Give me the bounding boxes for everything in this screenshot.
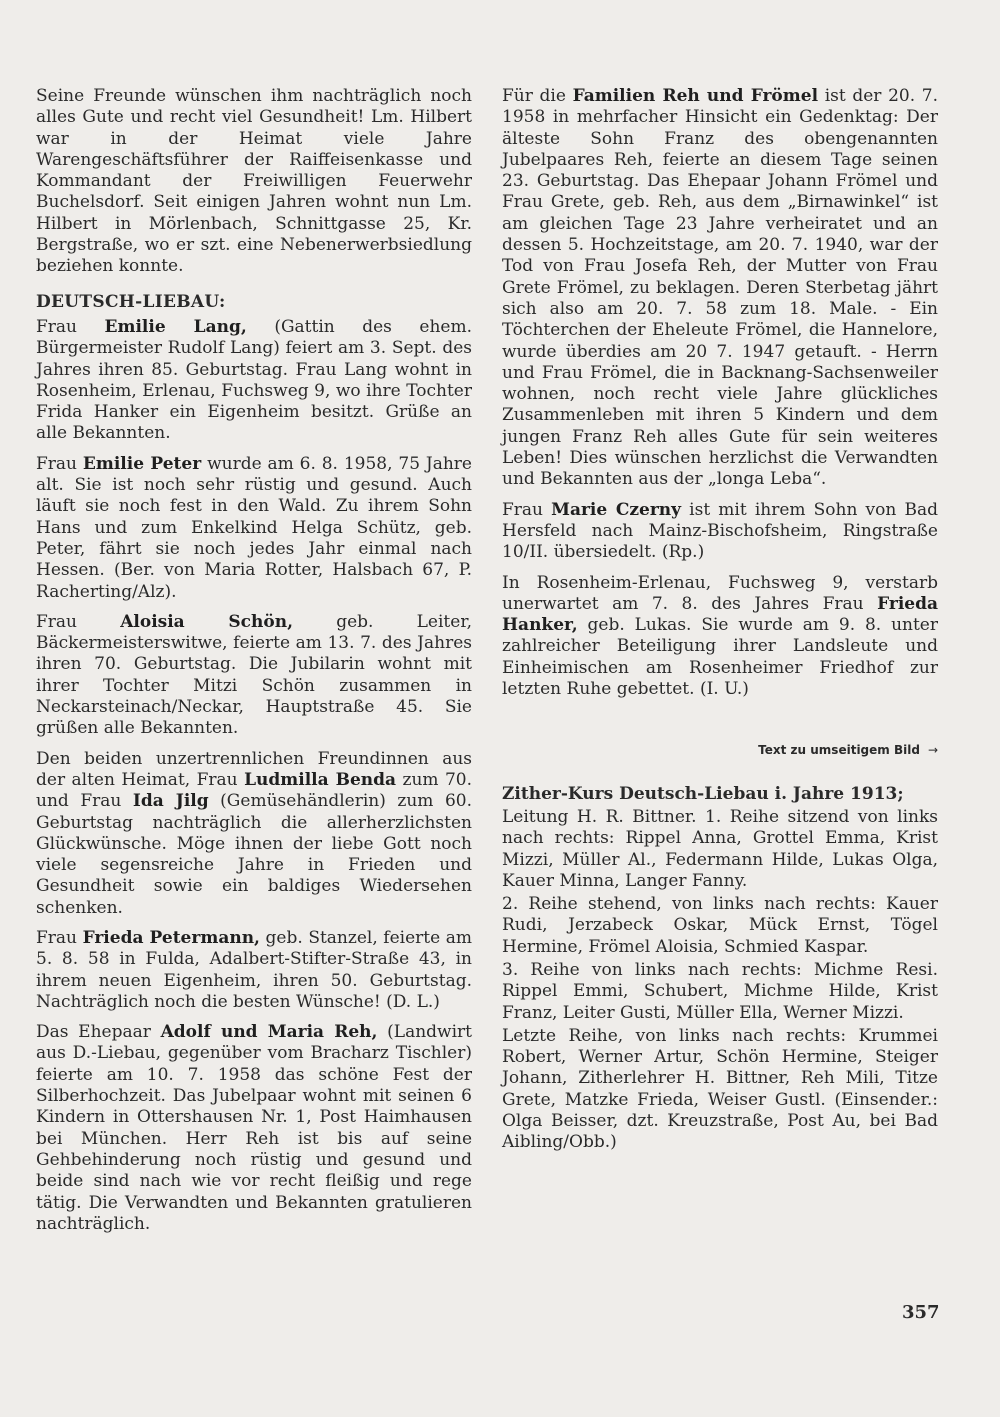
- person-name: Marie Czerny: [551, 499, 682, 520]
- right-column: [502, 86, 938, 1156]
- paragraph-emilie-peter: Frau Emilie Peter wurde am 6. 8. 1958, 75 Jahre alt. Sie ist noch sehr rüstig und gesund. Auch läuft sie noch fest in den Wald. Zu ihrem Sohn Hans und zum Enkelkind Helga Schütz, geb. Peter, fährt sie noch jedes Jahr einmal nach Hessen. (Ber. von Maria Rotter, Halsbach 67, P. Racherting/Alz).: [36, 453, 472, 602]
- paragraph-frieda-petermann: Frau Frieda Petermann, geb. Stanzel, feierte am 5. 8. 58 in Fulda, Adalbert-Stifter-Straße 43, in ihrem neuen Eigenheim, ihren 50. Geburtstag. Nachträglich noch die besten Wünsche! (D. L.): [36, 927, 472, 1012]
- photo-caption-title: Zither-Kurs Deutsch-Liebau i. Jahre 1913;: [502, 783, 904, 804]
- paragraph-marie-czerny: Frau Marie Czerny ist mit ihrem Sohn von Bad Hersfeld nach Mainz-Bischofsheim, Ringstraße 10/II. übersiedelt. (Rp.): [502, 499, 938, 563]
- person-name: Emilie Lang,: [104, 316, 247, 337]
- paragraph-adolf-maria-reh: Das Ehepaar Adolf und Maria Reh, (Landwirt aus D.-Liebau, gegenüber vom Bracharz Tischler) feierte am 10. 7. 1958 das schöne Fest der Silberhochzeit. Das Jubelpaar wohnt mit seinen 6 Kindern in Ottershausen Nr. 1, Post Haimhausen bei München. Herr Reh ist bis auf seine Gehbehinderung noch rüstig und gesund und beide sind nach wie vor recht fleißig und rege tätig. Die Verwandten und Bekannten gratulieren nachträglich.: [36, 1022, 472, 1234]
- arrow-right-icon: →: [927, 743, 938, 758]
- paragraph-reh-froemel: Für die Familien Reh und Frömel ist der 20. 7. 1958 in mehrfacher Hinsicht ein Gedenktag: Der älteste Sohn Franz des obengenannten Jubelpaares Reh, feierte an diesem Tage seinen 23. Geburtstag. Das Ehepaar Johann Frömel und Frau Grete, geb. Reh, aus dem „Birnawinkel“ ist am gleichen Tage 23 Jahre verheiratet und an dessen 5. Hochzeitstage, am 20. 7. 1940, war der Tod von Frau Josefa Reh, der Mutter von Frau Grete Frömel, zu beklagen. Deren Sterbetag jährt sich also am 20. 7. 58 zum 18. Male. - Ein Töchterchen der Eheleute Frömel, die Hannelore, wurde überdies am 20 7. 1947 getauft. - Herrn und Frau Frömel, die in Backnang-Sachsenweiler wohnen, noch recht viele Jahre glückliches Zusammenleben mit ihren 5 Kindern und dem jungen Franz Reh alles Gute für sein weiteres Leben! Dies wünschen herzlichst die Verwandten und Bekannten aus der „longa Leba“.: [502, 86, 939, 490]
- person-name: Ida Jilg: [132, 791, 209, 812]
- person-name: Emilie Peter: [82, 453, 202, 474]
- left-column: [36, 86, 472, 1244]
- paragraph-frieda-hanker: In Rosenheim-Erlenau, Fuchsweg 9, verstarb unerwartet am 7. 8. des Jahres Frau Frieda Hanker, geb. Lukas. Sie wurde am 9. 8. unter zahlreicher Beteiligung ihrer Landsleute und Einheimischen am Rosenheimer Friedhof zur letzten Ruhe gebettet. (I. U.): [502, 572, 938, 700]
- person-name: Frieda Hanker,: [502, 593, 938, 636]
- photo-reference-note: Text zu umseitigem Bild →: [758, 743, 938, 758]
- paragraph-benda-jilg: Den beiden unzertrennlichen Freundinnen aus der alten Heimat, Frau Ludmilla Benda zum 70. und Frau Ida Jilg (Gemüsehändlerin) zum 60. Geburtstag nachträglich die allerherzlichsten Glückwünsche. Möge ihnen der liebe Gott noch viele segensreiche Jahre in Frieden und Gesundheit sowie ein baldiges Wiedersehen schenken.: [36, 748, 473, 918]
- photo-caption-row-3: 3. Reihe von links nach rechts: Michme Resi. Rippel Emmi, Schubert, Michme Hilde, Krist Franz, Leiter Gusti, Müller Ella, Werner Mizzi.: [502, 959, 938, 1023]
- person-name: Familien Reh und Frömel: [572, 86, 819, 106]
- paragraph-aloisia-schoen: Frau Aloisia Schön, geb. Leiter, Bäckermeisterswitwe, feierte am 13. 7. des Jahres ihren 70. Geburtstag. Die Jubilarin wohnt mit ihrer Tochter Mitzi Schön zusammen in Neckarsteinach/Neckar, Hauptstraße 45. Sie grüßen alle Bekannten.: [36, 611, 472, 739]
- photo-caption-row-last: Letzte Reihe, von links nach rechts: Krummei Robert, Werner Artur, Schön Hermine, Steiger Johann, Zitherlehrer H. Bittner, Reh Mili, Titze Grete, Matzke Frieda, Weiser Gustl. (Einsender.: Olga Beisser, dzt. Kreuzstraße, Post Au, bei Bad Aibling/Obb.): [502, 1025, 938, 1153]
- section-heading-deutsch-liebau: DEUTSCH-LIEBAU:: [36, 291, 226, 312]
- person-name: Ludmilla Benda: [244, 769, 397, 790]
- paragraph-emilie-lang: Frau Emilie Lang, (Gattin des ehem. Bürgermeister Rudolf Lang) feiert am 3. Sept. des Jahres ihren 85. Geburtstag. Frau Lang wohnt in Rosenheim, Erlenau, Fuchsweg 9, wo ihre Tochter Frida Hanker ein Eigenheim besitzt. Grüße an alle Bekannten.: [36, 316, 472, 444]
- page-number: 357: [902, 1302, 940, 1323]
- person-name: Adolf und Maria Reh,: [160, 1022, 378, 1043]
- photo-caption-row-1: Leitung H. R. Bittner. 1. Reihe sitzend von links nach rechts: Rippel Anna, Grottel Emma, Krist Mizzi, Müller Al., Federmann Hilde, Lukas Olga, Kauer Minna, Langer Fanny.: [502, 806, 938, 891]
- person-name: Aloisia Schön,: [120, 611, 294, 632]
- paragraph-hilbert: Seine Freunde wünschen ihm nachträglich noch alles Gute und recht viel Gesundheit! Lm. Hilbert war in der Heimat viele Jahre Warengeschäftsführer der Raiffeisenkasse und Kommandant der Freiwilligen Feuerwehr Buchelsdorf. Seit einigen Jahren wohnt nun Lm. Hilbert in Mörlenbach, Schnittgasse 25, Kr. Bergstraße, wo er szt. eine Nebenerwerbsiedlung beziehen konnte.: [36, 86, 472, 277]
- person-name: Frieda Petermann,: [82, 927, 260, 948]
- photo-caption-row-2: 2. Reihe stehend, von links nach rechts: Kauer Rudi, Jerzabeck Oskar, Mück Ernst, Tögel Hermine, Frömel Aloisia, Schmied Kaspar.: [502, 894, 938, 957]
